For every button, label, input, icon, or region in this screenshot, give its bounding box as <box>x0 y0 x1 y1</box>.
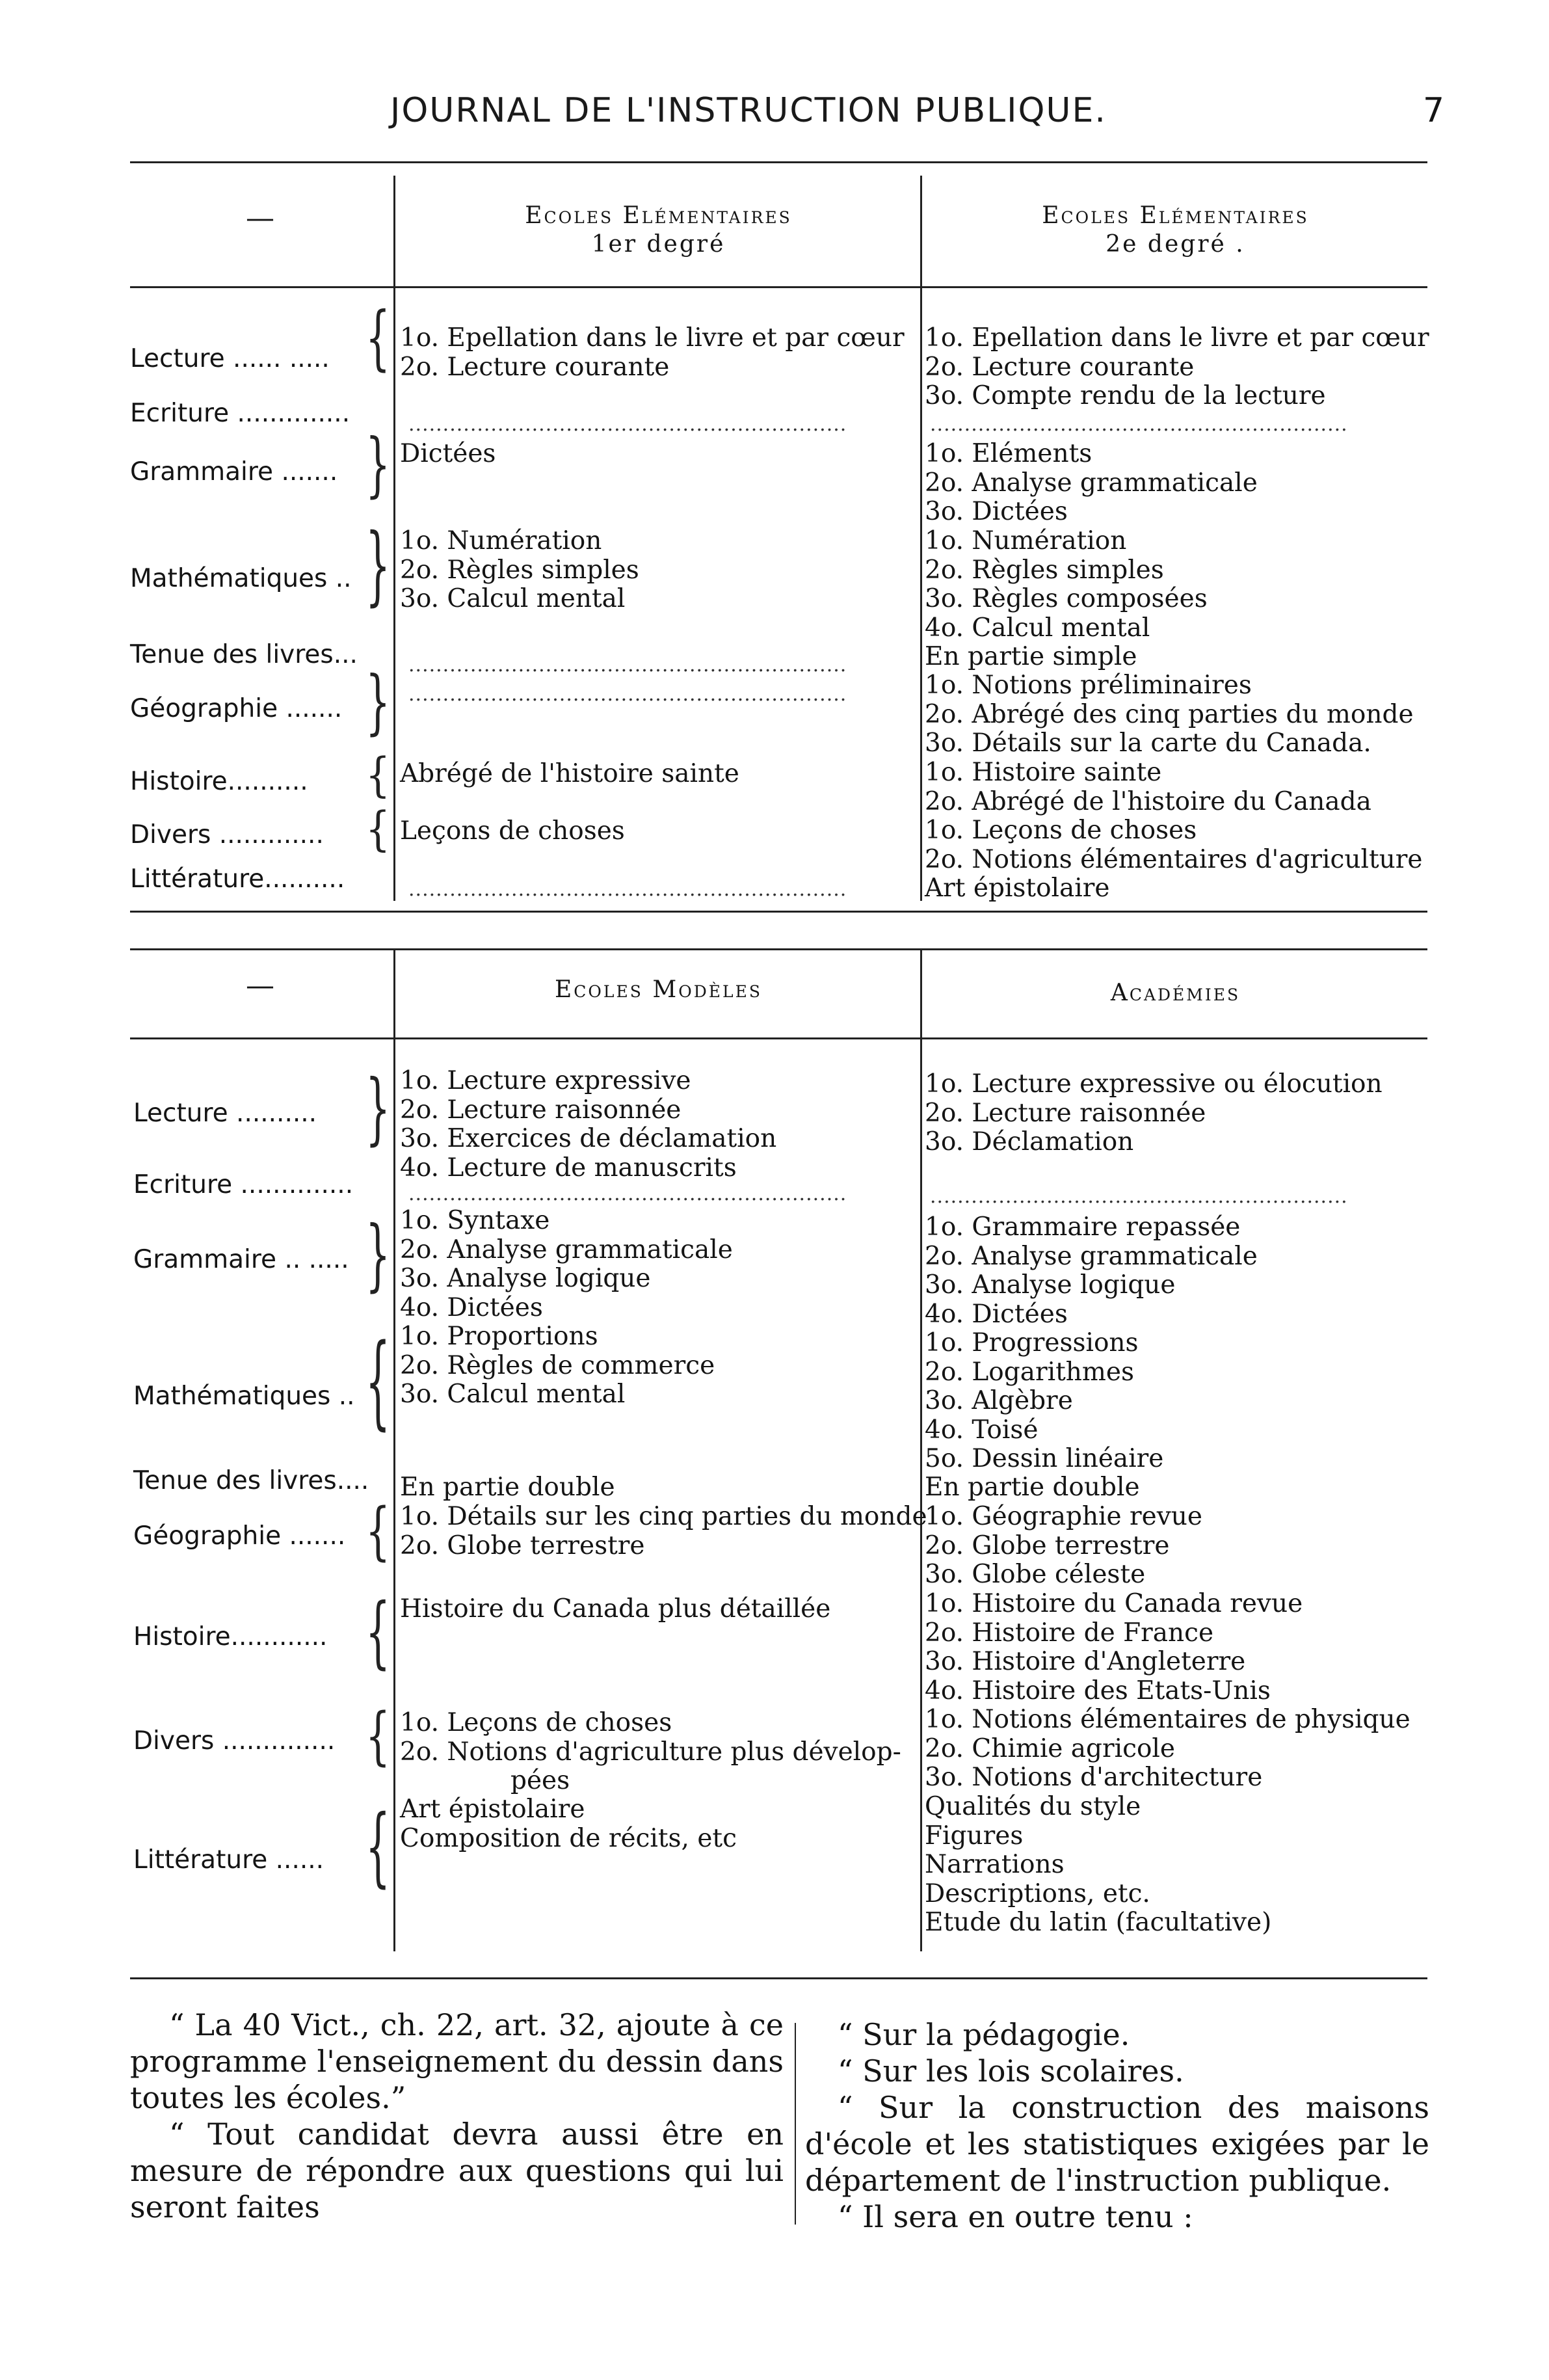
table1-col1-divers <box>400 817 625 846</box>
footer-paragraph: “ Sur la pédagogie. <box>838 2017 1130 2052</box>
cell-line: 1o. Grammaire repassée <box>925 1212 1241 1242</box>
brace: { <box>365 297 391 379</box>
table1-col1-histoire <box>400 760 739 789</box>
brace: { <box>365 1700 391 1773</box>
cell-line: 1o. Histoire du Canada revue <box>925 1589 1303 1618</box>
table1-subject-histoire: Histoire.......... <box>130 767 308 796</box>
table2-col1-title: Ecoles Modèles <box>555 976 762 1003</box>
cell-line: 3o. Règles composées <box>925 584 1208 613</box>
table1-bottom-rule <box>130 911 1427 913</box>
cell-line: 2o. Règles de commerce <box>400 1350 715 1380</box>
table2-col2-divers <box>925 1705 1410 1793</box>
table2-col1-grammaire <box>400 1207 733 1322</box>
table2-col1-geographie <box>400 1503 927 1560</box>
table1-subject-mathematiques: Mathématiques .. <box>130 564 352 593</box>
cell-line: 1o. Lecture expressive <box>400 1066 691 1095</box>
cell-line: 2o. Globe terrestre <box>925 1531 1170 1560</box>
cell-line: 2o. Lecture courante <box>400 352 670 382</box>
cell-line: 1o. Syntaxe <box>400 1206 550 1235</box>
table1-subject-divers: Divers ............. <box>130 820 324 849</box>
cell-line: En partie double <box>400 1473 615 1502</box>
table1-subject-geographie: Géographie ....... <box>130 694 343 723</box>
table2-col2-mathematiques <box>925 1329 1163 1474</box>
cell-line: 2o. Analyse grammaticale <box>400 1235 733 1264</box>
footer-column-divider <box>795 2023 796 2225</box>
cell-line: 3o. Dictées <box>925 497 1068 526</box>
table1-col2-header <box>923 202 1427 259</box>
table1-subject-ecriture: Ecriture .............. <box>130 399 351 428</box>
table2-top-rule <box>130 948 1427 950</box>
brace: { <box>365 802 391 857</box>
cell-line: 4o. Histoire des Etats-Unis <box>925 1676 1271 1705</box>
footer-paragraph: “ Sur la construction des maisons d'école et les statistiques exigées par le département de l'instruction publique. <box>805 2090 1429 2198</box>
cell-line: 3o. Calcul mental <box>400 584 626 613</box>
table2-col2-grammaire <box>925 1213 1258 1329</box>
table1-col2-subtitle: 2e degré . <box>1105 231 1245 258</box>
brace: { <box>365 748 391 803</box>
brace: } <box>365 516 391 616</box>
table2-subject-tenue: Tenue des livres.... <box>133 1466 369 1495</box>
table2-col1-lecture <box>400 1067 776 1183</box>
table2-col2-tenue <box>925 1473 1140 1503</box>
cell-line: 1o. Histoire sainte <box>925 758 1162 787</box>
cell-line: 2o. Règles simples <box>400 555 639 585</box>
cell-line: Histoire du Canada plus détaillée <box>400 1594 831 1624</box>
cell-line: Leçons de choses <box>400 816 625 846</box>
table1-col1-header <box>397 202 920 259</box>
cell-line: 1o. Notions élémentaires de physique <box>925 1705 1410 1734</box>
page-number: 7 <box>1423 91 1445 130</box>
cell-line: 4o. Toisé <box>925 1415 1039 1445</box>
dotted-leader: ................................................................ <box>408 1183 847 1205</box>
cell-line: 1o. Epellation dans le livre et par cœur <box>400 323 905 353</box>
cell-line: 2o. Abrégé de l'histoire du Canada <box>925 786 1371 816</box>
cell-line: 5o. Dessin linéaire <box>925 1444 1164 1473</box>
cell-line: 4o. Lecture de manuscrits <box>400 1153 737 1183</box>
table1-col2-histoire <box>925 758 1371 816</box>
cell-line: 2o. Histoire de France <box>925 1618 1214 1648</box>
table1-col1-lecture <box>400 324 905 382</box>
table1-subject-grammaire: Grammaire ....... <box>130 457 338 487</box>
brace: } <box>365 1210 391 1301</box>
cell-line: 4o. Calcul mental <box>925 613 1150 643</box>
cell-line: pées <box>510 1766 570 1795</box>
table1-col1-subtitle: 1er degré <box>591 231 726 258</box>
table1-col2-tenue <box>925 643 1137 672</box>
table2-corner-dash: — <box>246 969 274 1002</box>
table2-subject-lecture: Lecture .......... <box>133 1099 317 1128</box>
cell-line: 1o. Numération <box>925 526 1127 555</box>
cell-line: Narrations <box>925 1850 1065 1879</box>
table1-col2-mathematiques <box>925 527 1208 643</box>
cell-line: 2o. Lecture courante <box>925 352 1195 382</box>
cell-line: 3o. Globe céleste <box>925 1560 1146 1589</box>
table1-corner-dash: — <box>246 202 274 235</box>
running-title: JOURNAL DE L'INSTRUCTION PUBLIQUE. <box>390 91 1107 130</box>
footer-paragraph: “ Tout candidat devra aussi être en mesure de répondre aux questions qui lui seront faites <box>130 2117 784 2225</box>
table2-subject-divers: Divers .............. <box>133 1726 336 1756</box>
table1-col2-litterature <box>925 874 1109 903</box>
table1-subject-tenue: Tenue des livres... <box>130 640 358 669</box>
cell-line: 2o. Abrégé des cinq parties du monde <box>925 699 1414 729</box>
table2-col2-histoire <box>925 1590 1303 1705</box>
cell-line: 2o. Analyse grammaticale <box>925 1241 1258 1271</box>
brace: { <box>365 1323 391 1441</box>
cell-line: 2o. Règles simples <box>925 555 1164 585</box>
table1-head-rule <box>130 286 1427 288</box>
footer-right-column <box>805 2016 1429 2235</box>
table2-col2-title: Académies <box>1110 980 1241 1006</box>
brace: { <box>365 1495 391 1568</box>
table1-subject-lecture: Lecture ...... ..... <box>130 344 330 373</box>
cell-line: 1o. Géographie revue <box>925 1502 1202 1531</box>
cell-line: 1o. Notions préliminaires <box>925 671 1252 700</box>
cell-line: 1o. Epellation dans le livre et par cœur <box>925 323 1429 353</box>
cell-line: En partie double <box>925 1473 1140 1502</box>
cell-line: 1o. Leçons de choses <box>400 1708 672 1737</box>
cell-line: 3o. Déclamation <box>925 1127 1134 1157</box>
table2-divider-right <box>920 950 922 1951</box>
dotted-leader: ................................................................ <box>408 683 847 706</box>
cell-line: 1o. Lecture expressive ou élocution <box>925 1069 1383 1099</box>
table1-col1-title: Ecoles Elémentaires <box>525 202 792 229</box>
cell-line: Abrégé de l'histoire sainte <box>400 759 739 788</box>
table2-bottom-rule <box>130 1977 1427 1979</box>
cell-line: 1o. Détails sur les cinq parties du monde <box>400 1502 927 1531</box>
dotted-leader: ................................................................ <box>408 878 847 901</box>
brace: { <box>365 1797 391 1897</box>
table2-subject-grammaire: Grammaire .. ..... <box>133 1245 349 1274</box>
cell-line: 1o. Proportions <box>400 1322 598 1351</box>
cell-line: 3o. Calcul mental <box>400 1380 626 1409</box>
table2-col1-litterature <box>400 1795 737 1853</box>
table1-col2-divers <box>925 816 1422 874</box>
cell-line: 4o. Dictées <box>400 1292 543 1322</box>
table1-col2-lecture <box>925 324 1429 411</box>
table2-col2-geographie <box>925 1503 1202 1590</box>
table2-divider-left <box>393 950 395 1951</box>
footer-left-column <box>130 2007 784 2225</box>
cell-line: 3o. Algèbre <box>925 1386 1073 1415</box>
table2-col1-tenue <box>400 1473 615 1503</box>
table2-col1-divers <box>400 1709 901 1796</box>
table1-col2-grammaire <box>925 440 1258 527</box>
dotted-leader: ............................................................. <box>930 413 1348 436</box>
cell-line: 2o. Lecture raisonnée <box>400 1095 682 1125</box>
table2-subject-histoire: Histoire............ <box>133 1622 328 1651</box>
table2-subject-litterature: Littérature ...... <box>133 1845 324 1875</box>
cell-line: 2o. Chimie agricole <box>925 1733 1175 1763</box>
cell-line: Composition de récits, etc <box>400 1823 737 1853</box>
footer-paragraph: “ La 40 Vict., ch. 22, art. 32, ajoute à ce programme l'enseignement du dessin dans toutes les écoles.” <box>130 2007 784 2115</box>
cell-line: 4o. Dictées <box>925 1299 1068 1329</box>
cell-line: Descriptions, etc. <box>925 1879 1150 1908</box>
table1-col1-mathematiques <box>400 527 639 614</box>
cell-line: En partie simple <box>925 642 1137 671</box>
cell-line: 2o. Notions d'agriculture plus dévelop- <box>400 1737 901 1767</box>
table1-col2-title: Ecoles Elémentaires <box>1042 202 1309 229</box>
cell-line: 3o. Détails sur la carte du Canada. <box>925 729 1371 758</box>
cell-line: 3o. Exercices de déclamation <box>400 1124 777 1153</box>
table2-subject-mathematiques: Mathématiques .. <box>133 1382 355 1411</box>
dotted-leader: ............................................................. <box>930 1185 1348 1208</box>
cell-line: 3o. Histoire d'Angleterre <box>925 1647 1246 1676</box>
cell-line: Etude du latin (facultative) <box>925 1908 1272 1937</box>
dotted-leader: ................................................................ <box>408 654 847 676</box>
cell-line: Art épistolaire <box>400 1795 585 1824</box>
table2-col1-mathematiques <box>400 1322 715 1410</box>
table1-divider-right <box>920 176 922 901</box>
table2-head-rule <box>130 1037 1427 1039</box>
table1-col2-geographie <box>925 671 1414 758</box>
dotted-leader: ................................................................ <box>408 413 847 436</box>
cell-line: Qualités du style <box>925 1792 1141 1821</box>
table1-subject-litterature: Littérature.......... <box>130 864 345 894</box>
cell-line: 2o. Notions élémentaires d'agriculture <box>925 844 1423 874</box>
table2-subject-ecriture: Ecriture .............. <box>133 1170 354 1199</box>
cell-line: 1o. Numération <box>400 526 602 555</box>
table2-subject-geographie: Géographie ....... <box>133 1521 346 1551</box>
table1-col1-grammaire <box>400 440 496 469</box>
cell-line: 1o. Leçons de choses <box>925 816 1197 845</box>
table2-col1-histoire <box>400 1595 830 1624</box>
cell-line: 2o. Globe terrestre <box>400 1531 645 1560</box>
cell-line: 2o. Analyse grammaticale <box>925 468 1258 498</box>
footer-paragraph: “ Il sera en outre tenu : <box>838 2199 1193 2234</box>
brace: } <box>365 662 391 743</box>
brace: { <box>365 1587 391 1678</box>
brace: } <box>365 1063 391 1155</box>
cell-line: 3o. Analyse logique <box>400 1264 651 1293</box>
cell-line: 1o. Eléments <box>925 439 1092 468</box>
cell-line: 2o. Logarithmes <box>925 1357 1134 1387</box>
cell-line: 3o. Notions d'architecture <box>925 1763 1263 1792</box>
cell-line: 2o. Lecture raisonnée <box>925 1098 1206 1128</box>
cell-line: 3o. Compte rendu de la lecture <box>925 381 1326 410</box>
table1-divider-left <box>393 176 395 901</box>
cell-line: Figures <box>925 1821 1024 1851</box>
cell-line: 1o. Progressions <box>925 1328 1139 1357</box>
header-rule <box>130 161 1427 163</box>
table2-col2-litterature <box>925 1793 1271 1938</box>
table2-col2-lecture <box>925 1070 1383 1157</box>
footer-paragraph: “ Sur les lois scolaires. <box>838 2053 1184 2089</box>
cell-line: Art épistolaire <box>925 874 1110 903</box>
cell-line: 3o. Analyse logique <box>925 1270 1176 1300</box>
brace: } <box>365 424 391 506</box>
cell-line: Dictées <box>400 439 496 468</box>
